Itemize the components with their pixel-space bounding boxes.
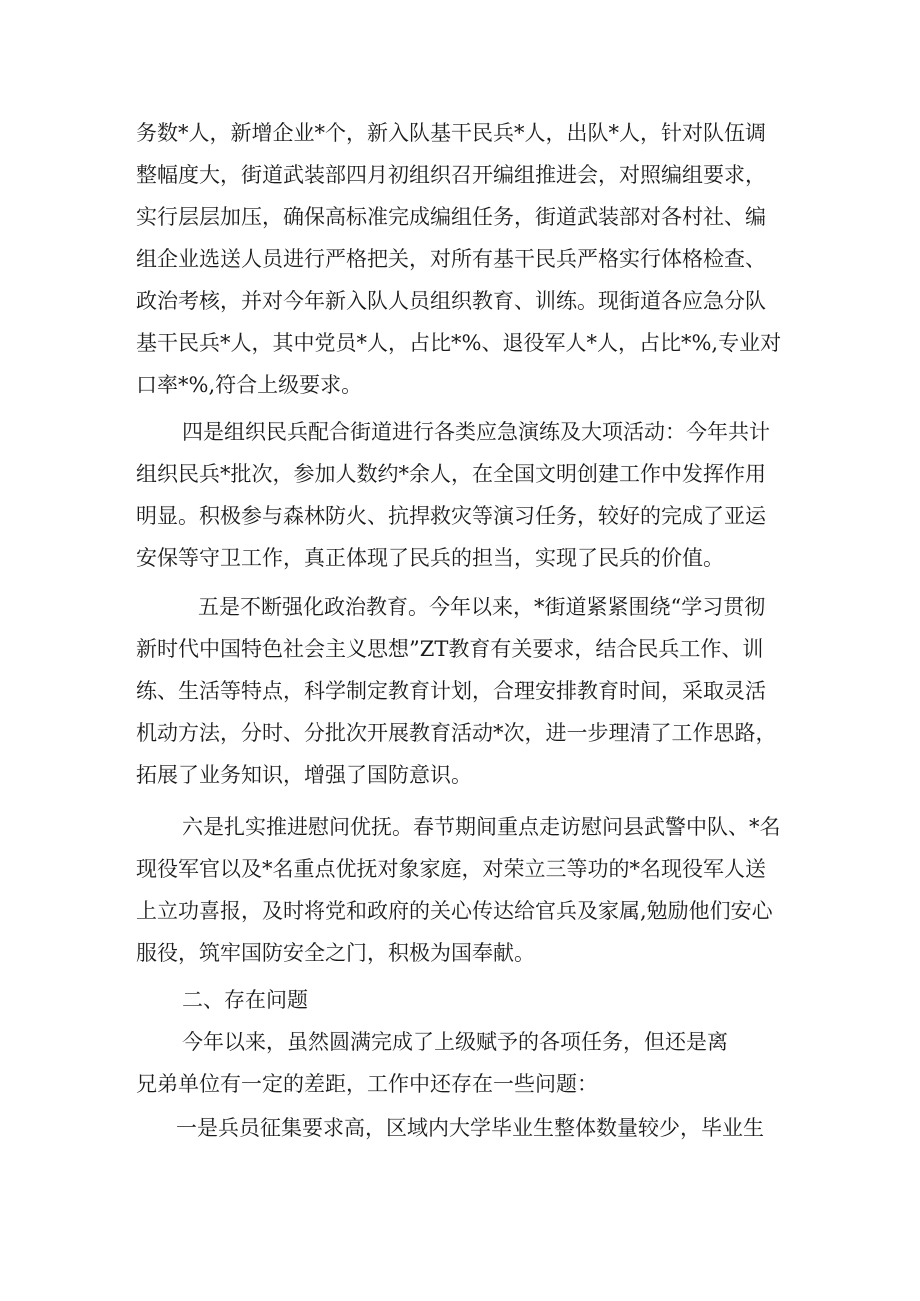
text-line: 上立功喜报，及时将党和政府的关心传达给官兵及家属,勉励他们安心 <box>136 899 773 923</box>
text-line: 一是兵员征集要求高，区域内大学毕业生整体数量较少，毕业生 <box>176 1116 764 1140</box>
paragraph-existing-problems <box>136 1021 796 1105</box>
text-line: 练、生活等特点，科学制定教育计划，合理安排教育时间，采取灵活 <box>136 679 766 703</box>
paragraph-political-education <box>136 586 796 796</box>
text-line: 安保等守卫工作，真正体现了民兵的担当，实现了民兵的价值。 <box>136 546 724 570</box>
text-line: 现役军官以及*名重点优抚对象家庭，对荣立三等功的*名现役军人送 <box>136 857 766 881</box>
text-line: 机动方法，分时、分批次开展教育活动*次，进一步理清了工作思路， <box>136 721 777 745</box>
text-line: 基干民兵*人，其中党员*人，占比*%、退役军人*人，占比*%,专业对 <box>136 331 782 355</box>
text-line: 六是扎实推进慰问优抚。春节期间重点走访慰问县武警中队、*名 <box>182 815 781 839</box>
paragraph-militia-grouping <box>136 112 796 406</box>
section-heading-text: 二、存在问题 <box>182 988 308 1012</box>
text-line: 今年以来，虽然圆满完成了上级赋予的各项任务，但还是离 <box>182 1030 728 1054</box>
text-line: 服役，筑牢国防安全之门，积极为国奉献。 <box>136 941 535 965</box>
text-line: 组织民兵*批次，参加人数约*余人，在全国文明创建工作中发挥作用 <box>136 462 766 486</box>
paragraph-condolence-visits <box>136 806 796 974</box>
text-line: 整幅度大，街道武装部四月初组织召开编组推进会，对照编组要求， <box>136 163 766 187</box>
text-line: 实行层层加压，确保高标准完成编组任务，街道武装部对各村社、编 <box>136 205 766 229</box>
paragraph-emergency-drills <box>136 411 796 579</box>
text-line: 口率*%,符合上级要求。 <box>136 373 363 397</box>
paragraph-recruitment-issue <box>136 1107 796 1149</box>
text-line: 五是不断强化政治教育。今年以来，*街道紧紧围绕“学习贯彻 <box>198 595 766 619</box>
text-line: 四是组织民兵配合街道进行各类应急演练及大项活动：今年共计 <box>182 420 770 444</box>
text-line: 新时代中国特色社会主义思想”ZT教育有关要求，结合民兵工作、训 <box>136 637 764 661</box>
text-line: 拓展了业务知识，增强了国防意识。 <box>136 763 472 787</box>
section-heading <box>136 979 796 1021</box>
text-line: 务数*人，新增企业*个，新入队基干民兵*人，出队*人，针对队伍调 <box>136 121 766 145</box>
text-line: 政治考核，并对今年新入队人员组织教育、训练。现街道各应急分队 <box>136 289 766 313</box>
text-line: 组企业选送人员进行严格把关，对所有基干民兵严格实行体格检查、 <box>136 247 766 271</box>
text-line: 明显。积极参与森林防火、抗捍救灾等演习任务，较好的完成了亚运 <box>136 504 766 528</box>
text-line: 兄弟单位有一定的差距，工作中还存在一些问题： <box>136 1072 598 1096</box>
